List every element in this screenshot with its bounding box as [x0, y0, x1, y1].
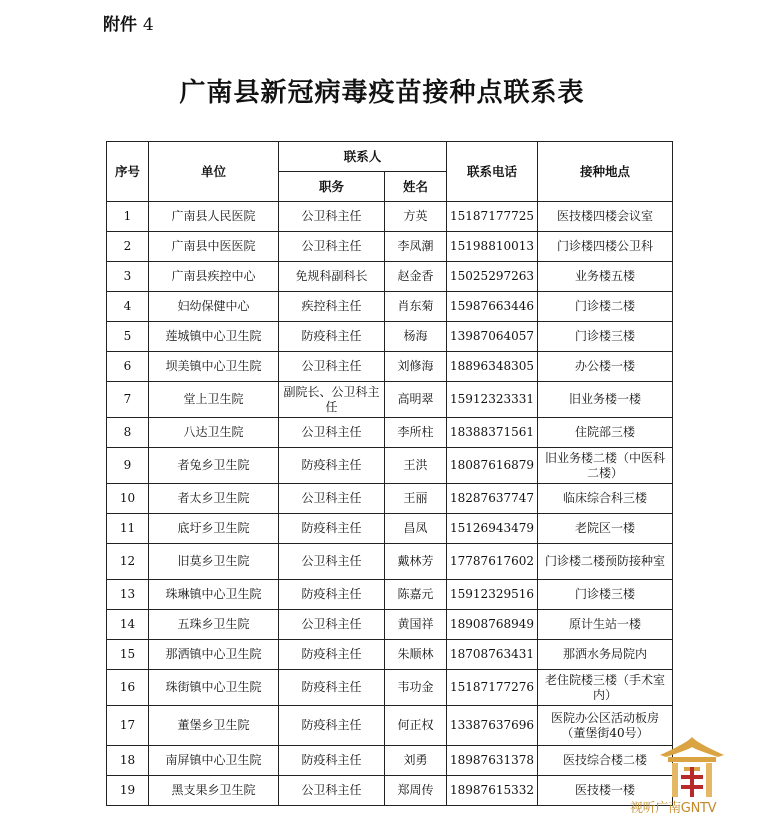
cell-unit: 者兔乡卫生院	[149, 448, 279, 484]
cell-index: 7	[107, 382, 149, 418]
cell-unit: 底圩乡卫生院	[149, 514, 279, 544]
cell-unit: 那洒镇中心卫生院	[149, 640, 279, 670]
cell-name: 杨海	[385, 322, 447, 352]
cell-location: 医技楼一楼	[538, 776, 673, 806]
table-row	[107, 670, 673, 706]
cell-name: 陈嘉元	[385, 580, 447, 610]
cell-index: 13	[107, 580, 149, 610]
cell-location: 门诊楼二楼	[538, 292, 673, 322]
cell-name: 刘勇	[385, 746, 447, 776]
cell-position: 疾控科主任	[279, 292, 385, 322]
cell-name: 韦功金	[385, 670, 447, 706]
cell-index: 4	[107, 292, 149, 322]
table-row	[107, 640, 673, 670]
cell-name: 方英	[385, 202, 447, 232]
cell-name: 李凤潮	[385, 232, 447, 262]
header-unit: 单位	[149, 142, 279, 202]
cell-position: 公卫科主任	[279, 610, 385, 640]
cell-name: 李所柱	[385, 418, 447, 448]
cell-location: 门诊楼三楼	[538, 580, 673, 610]
table-row	[107, 706, 673, 746]
cell-name: 何正权	[385, 706, 447, 746]
cell-location: 门诊楼四楼公卫科	[538, 232, 673, 262]
cell-index: 17	[107, 706, 149, 746]
cell-unit: 黑支果乡卫生院	[149, 776, 279, 806]
cell-position: 免规科副科长	[279, 262, 385, 292]
cell-unit: 广南县疾控中心	[149, 262, 279, 292]
cell-position: 防疫科主任	[279, 580, 385, 610]
cell-position: 公卫科主任	[279, 418, 385, 448]
cell-name: 刘修海	[385, 352, 447, 382]
table-row	[107, 262, 673, 292]
cell-position: 公卫科主任	[279, 232, 385, 262]
cell-phone: 15987663446	[447, 292, 538, 322]
cell-name: 黄国祥	[385, 610, 447, 640]
cell-phone: 17787617602	[447, 544, 538, 580]
cell-name: 王洪	[385, 448, 447, 484]
table-row	[107, 292, 673, 322]
cell-position: 公卫科主任	[279, 776, 385, 806]
document-title: 广南县新冠病毒疫苗接种点联系表	[179, 78, 585, 108]
cell-index: 18	[107, 746, 149, 776]
table-row	[107, 352, 673, 382]
cell-unit: 坝美镇中心卫生院	[149, 352, 279, 382]
table-row	[107, 610, 673, 640]
cell-position: 副院长、公卫科主任	[279, 382, 385, 418]
watermark-text: 视听广南GNTV	[630, 801, 717, 816]
cell-index: 14	[107, 610, 149, 640]
table-row	[107, 448, 673, 484]
cell-location: 业务楼五楼	[538, 262, 673, 292]
cell-name: 王丽	[385, 484, 447, 514]
cell-position: 公卫科主任	[279, 352, 385, 382]
cell-phone: 18708763431	[447, 640, 538, 670]
cell-name: 戴林芳	[385, 544, 447, 580]
cell-position: 防疫科主任	[279, 670, 385, 706]
table-row	[107, 232, 673, 262]
header-phone: 联系电话	[447, 142, 538, 202]
cell-name: 赵金香	[385, 262, 447, 292]
cell-phone: 15187177725	[447, 202, 538, 232]
cell-index: 15	[107, 640, 149, 670]
table-row	[107, 746, 673, 776]
cell-position: 防疫科主任	[279, 322, 385, 352]
header-position: 职务	[279, 172, 385, 202]
cell-name: 肖东菊	[385, 292, 447, 322]
cell-location: 老住院楼三楼（手术室内）	[538, 670, 673, 706]
cell-index: 8	[107, 418, 149, 448]
cell-index: 11	[107, 514, 149, 544]
cell-location: 老院区一楼	[538, 514, 673, 544]
cell-unit: 堂上卫生院	[149, 382, 279, 418]
cell-index: 9	[107, 448, 149, 484]
cell-phone: 18087616879	[447, 448, 538, 484]
cell-location: 旧业务楼一楼	[538, 382, 673, 418]
cell-phone: 13387637696	[447, 706, 538, 746]
cell-unit: 旧莫乡卫生院	[149, 544, 279, 580]
cell-unit: 珠街镇中心卫生院	[149, 670, 279, 706]
cell-location: 旧业务楼二楼（中医科二楼）	[538, 448, 673, 484]
table-row	[107, 484, 673, 514]
table-row	[107, 544, 673, 580]
cell-unit: 南屏镇中心卫生院	[149, 746, 279, 776]
cell-index: 16	[107, 670, 149, 706]
cell-phone: 15187177276	[447, 670, 538, 706]
cell-position: 防疫科主任	[279, 746, 385, 776]
cell-index: 6	[107, 352, 149, 382]
cell-index: 1	[107, 202, 149, 232]
table-row	[107, 514, 673, 544]
cell-phone: 15198810013	[447, 232, 538, 262]
cell-index: 3	[107, 262, 149, 292]
cell-phone: 13987064057	[447, 322, 538, 352]
table-row	[107, 202, 673, 232]
table-row	[107, 580, 673, 610]
cell-name: 高明翠	[385, 382, 447, 418]
cell-index: 12	[107, 544, 149, 580]
cell-phone: 18908768949	[447, 610, 538, 640]
attachment-label: 附件 4	[103, 15, 154, 35]
cell-position: 防疫科主任	[279, 706, 385, 746]
cell-position: 公卫科主任	[279, 484, 385, 514]
cell-unit: 珠琳镇中心卫生院	[149, 580, 279, 610]
cell-position: 防疫科主任	[279, 640, 385, 670]
cell-phone: 15912323331	[447, 382, 538, 418]
cell-unit: 董堡乡卫生院	[149, 706, 279, 746]
cell-index: 10	[107, 484, 149, 514]
cell-unit: 五珠乡卫生院	[149, 610, 279, 640]
cell-location: 门诊楼三楼	[538, 322, 673, 352]
cell-location: 原计生站一楼	[538, 610, 673, 640]
cell-location: 那洒水务局院内	[538, 640, 673, 670]
header-contact: 联系人	[279, 142, 447, 172]
cell-position: 公卫科主任	[279, 544, 385, 580]
cell-unit: 莲城镇中心卫生院	[149, 322, 279, 352]
cell-location: 办公楼一楼	[538, 352, 673, 382]
cell-index: 2	[107, 232, 149, 262]
cell-unit: 广南县中医医院	[149, 232, 279, 262]
cell-phone: 18388371561	[447, 418, 538, 448]
cell-phone: 15025297263	[447, 262, 538, 292]
cell-location: 医技综合楼二楼	[538, 746, 673, 776]
header-location: 接种地点	[538, 142, 673, 202]
table-body	[107, 202, 673, 806]
cell-index: 5	[107, 322, 149, 352]
header-index: 序号	[107, 142, 149, 202]
cell-location: 临床综合科三楼	[538, 484, 673, 514]
cell-unit: 八达卫生院	[149, 418, 279, 448]
cell-location: 医技楼四楼会议室	[538, 202, 673, 232]
cell-unit: 广南县人民医院	[149, 202, 279, 232]
cell-phone: 18287637747	[447, 484, 538, 514]
cell-unit: 妇幼保健中心	[149, 292, 279, 322]
table-row	[107, 776, 673, 806]
table-row	[107, 322, 673, 352]
cell-unit: 者太乡卫生院	[149, 484, 279, 514]
table-row	[107, 382, 673, 418]
cell-index: 19	[107, 776, 149, 806]
header-name: 姓名	[385, 172, 447, 202]
cell-phone: 15126943479	[447, 514, 538, 544]
cell-phone: 15912329516	[447, 580, 538, 610]
table-row	[107, 418, 673, 448]
cell-position: 防疫科主任	[279, 514, 385, 544]
contact-table	[106, 141, 673, 806]
cell-location: 医院办公区活动板房（董堡街40号）	[538, 706, 673, 746]
cell-position: 公卫科主任	[279, 202, 385, 232]
cell-phone: 18987631378	[447, 746, 538, 776]
cell-position: 防疫科主任	[279, 448, 385, 484]
cell-location: 门诊楼二楼预防接种室	[538, 544, 673, 580]
cell-name: 郑周传	[385, 776, 447, 806]
cell-phone: 18896348305	[447, 352, 538, 382]
cell-phone: 18987615332	[447, 776, 538, 806]
cell-name: 朱顺林	[385, 640, 447, 670]
cell-name: 昌凤	[385, 514, 447, 544]
cell-location: 住院部三楼	[538, 418, 673, 448]
